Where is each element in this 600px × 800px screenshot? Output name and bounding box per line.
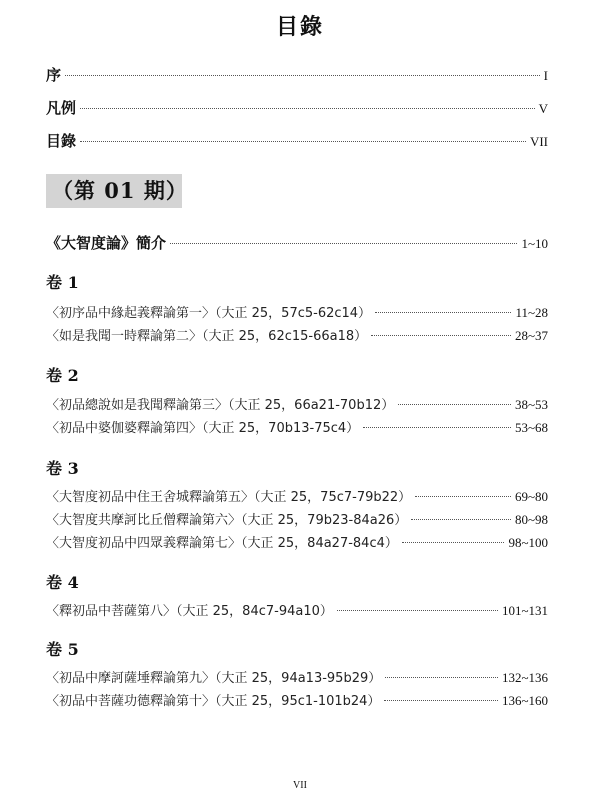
toc-entry-label: 〈大智度初品中四眾義釋論第七〉（大正 25，84a27-84c4） [46,536,398,551]
dot-leader [398,404,511,405]
dot-leader [80,141,526,142]
toc-entry-page: 1~10 [521,236,548,251]
page-title: 目錄 [275,15,324,40]
toc-entry-page: 38~53 [514,397,548,412]
dot-leader [371,335,511,336]
toc-entry[interactable] [46,667,548,686]
toc-entry[interactable] [46,394,548,413]
toc-entry-introduction[interactable] [46,232,548,253]
dot-leader [385,677,498,678]
toc-entry-page: 28~37 [514,328,548,343]
toc-entry[interactable] [46,325,548,344]
toc-entry[interactable] [46,486,548,505]
toc-entry-label: 〈大智度初品中住王舍城釋論第五〉（大正 25，75c7-79b22） [46,490,412,505]
toc-entry-label: 〈初品中婆伽婆釋論第四〉（大正 25，70b13-75c4） [46,421,360,436]
toc-entry[interactable] [46,600,548,619]
dot-leader [375,312,511,313]
toc-entry-page: 132~136 [501,670,548,685]
dot-leader [402,542,505,543]
toc-entry-label: 〈大智度共摩訶比丘僧釋論第六〉（大正 25，79b23-84a26） [46,513,408,528]
toc-entry[interactable] [46,302,548,321]
toc-entry-preface[interactable] [46,64,548,85]
toc-entry-label: 〈如是我聞一時釋論第二〉（大正 25，62c15-66a18） [46,329,368,344]
toc-entry[interactable] [46,417,548,436]
toc-entry-label: 凡例 [46,99,77,117]
page-number: VII [293,780,307,791]
volume-heading: 卷 2 [46,366,79,385]
toc-entry-conventions[interactable] [46,97,548,118]
toc-entry-label: 〈釋初品中菩薩第八〉（大正 25，84c7-94a10） [46,604,333,619]
toc-entry-label: 〈初品中摩訶薩埵釋論第九〉（大正 25，94a13-95b29） [46,671,382,686]
toc-entry-label: 〈初品總說如是我聞釋論第三〉（大正 25，66a21-70b12） [46,398,395,413]
dot-leader [384,700,498,701]
volume-heading: 卷 1 [46,273,79,292]
dot-leader [363,427,511,428]
dot-leader [337,610,498,611]
toc-entry-contents[interactable] [46,130,548,151]
toc-entry-page: 136~160 [501,693,548,708]
toc-entry-label: 《大智度論》簡介 [46,234,167,252]
toc-entry-page: 11~28 [515,305,548,320]
toc-entry-page: VII [529,134,548,149]
volume-heading: 卷 3 [46,459,79,478]
toc-entry-label: 序 [46,66,62,84]
toc-entry[interactable] [46,690,548,709]
toc-entry[interactable] [46,532,548,551]
toc-entry-page: 101~131 [501,603,548,618]
volume-heading: 卷 5 [46,640,79,659]
volume-heading: 卷 4 [46,573,79,592]
toc-entry[interactable] [46,509,548,528]
toc-entry-label: 〈初品中菩薩功德釋論第十〉（大正 25，95c1-101b24） [46,694,381,709]
dot-leader [65,75,540,76]
toc-entry-page: 69~80 [514,489,548,504]
dot-leader [415,496,511,497]
toc-entry-page: I [543,68,548,83]
toc-entry-label: 目錄 [46,132,77,150]
toc-entry-page: 98~100 [508,535,548,550]
toc-entry-page: 80~98 [514,512,548,527]
toc-entry-label: 〈初序品中緣起義釋論第一〉（大正 25，57c5-62c14） [46,306,372,321]
dot-leader [411,519,511,520]
issue-heading: （第 01 期） [46,174,182,208]
dot-leader [170,243,517,244]
dot-leader [80,108,535,109]
toc-entry-page: 53~68 [514,420,548,435]
toc-entry-page: V [538,101,548,116]
